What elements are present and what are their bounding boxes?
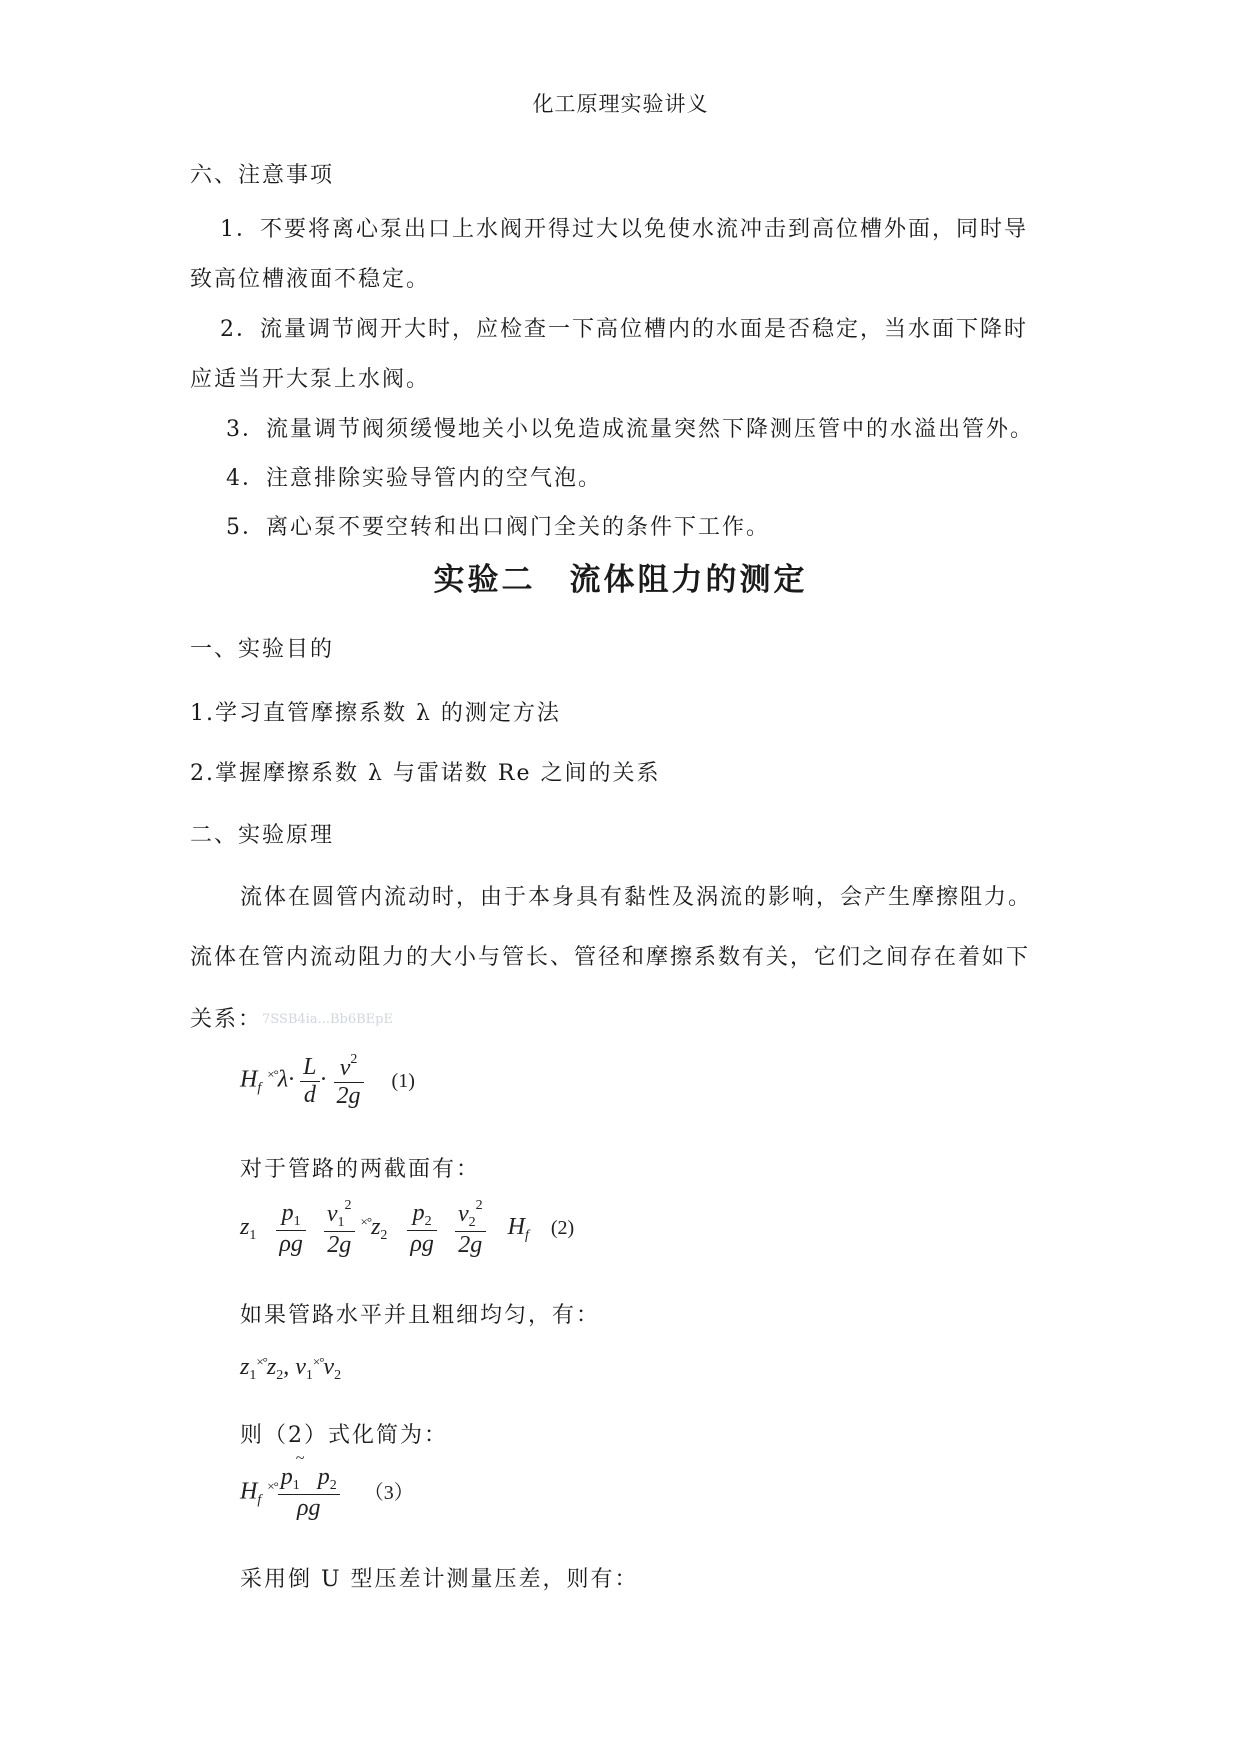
eq1-dot: · xyxy=(319,1066,328,1093)
eq3-p1-sub: 1 xyxy=(292,1478,300,1493)
eq1-fraction-l-d xyxy=(300,1054,319,1109)
principle-line-1: 流体在圆管内流动时，由于本身具有黏性及涡流的影响，会产生摩擦阻力。 xyxy=(240,885,1033,910)
eq3-relation-symbol: ×° xyxy=(267,1478,278,1494)
page-header: 化工原理实验讲义 xyxy=(532,92,709,116)
principle-title: 二、实验原理 xyxy=(190,823,335,848)
eq3-p2: p xyxy=(317,1464,330,1490)
eq2-z2: z xyxy=(371,1214,381,1241)
eq2-fraction-p2 xyxy=(407,1200,437,1258)
purpose-item-2: 2.掌握摩擦系数 λ 与雷诺数 Re 之间的关系 xyxy=(190,761,661,786)
eq2-hf: H xyxy=(507,1214,525,1241)
eq3-p2-sub: 2 xyxy=(329,1478,337,1493)
eq1-lhs-sub: f xyxy=(257,1080,262,1096)
eq2-z1: z xyxy=(240,1214,250,1241)
note-5: 5．离心泵不要空转和出口阀门全关的条件下工作。 xyxy=(226,515,770,540)
eq3-tilde: ~ xyxy=(295,1450,305,1467)
text-last: 采用倒 U 型压差计测量压差，则有： xyxy=(240,1567,639,1592)
experiment-title: 实验二 流体阻力的测定 xyxy=(433,562,808,598)
eq2-v1-sup: 2 xyxy=(344,1198,352,1213)
eq1-v: v xyxy=(339,1055,351,1081)
cond-v2: v xyxy=(323,1354,335,1380)
eq2-2g-b: 2g xyxy=(458,1232,483,1258)
eq3-rhog: ρg xyxy=(297,1495,321,1521)
eq3-fraction xyxy=(278,1450,340,1522)
eq3-lhs-sub: f xyxy=(257,1492,262,1508)
note-3: 3．流量调节阀须缓慢地关小以免造成流量突然下降测压管中的水溢出管外。 xyxy=(226,417,1034,442)
eq1-lambda: λ· xyxy=(277,1066,295,1093)
eq2-fraction-v1 xyxy=(324,1198,355,1259)
eq3-lhs: H xyxy=(240,1478,258,1505)
text-two-sections: 对于管路的两截面有： xyxy=(240,1157,481,1182)
principle-line-2: 流体在管内流动阻力的大小与管长、管径和摩擦系数有关，它们之间存在着如下 xyxy=(190,945,1031,970)
note-2-line-2: 应适当开大泵上水阀。 xyxy=(190,367,431,392)
eq2-p1: p xyxy=(281,1199,294,1226)
eq2-rhog2: ρg xyxy=(410,1230,434,1257)
eq2-rhog1: ρg xyxy=(279,1230,303,1257)
eq2-label: (2) xyxy=(550,1217,575,1240)
cond-z1: z xyxy=(240,1354,250,1380)
note-1-line-2: 致高位槽液面不稳定。 xyxy=(190,267,431,292)
eq1-l: L xyxy=(300,1054,319,1082)
eq2-v2-num xyxy=(455,1198,486,1232)
equation-1 xyxy=(240,1052,415,1110)
eq2-v2-sup: 2 xyxy=(475,1198,483,1213)
eq1-lhs: H xyxy=(240,1066,258,1093)
cond-symbol-1: ×° xyxy=(256,1354,267,1369)
eq2-p1-sub: 1 xyxy=(293,1213,301,1229)
equation-conditions xyxy=(240,1354,341,1384)
eq1-d: d xyxy=(303,1081,316,1108)
purpose-title: 一、实验目的 xyxy=(190,637,335,662)
cond-comma: , xyxy=(283,1354,290,1380)
text-horizontal: 如果管路水平并且粗细均匀，有： xyxy=(240,1303,601,1328)
cond-v1-sub: 1 xyxy=(305,1368,313,1383)
cond-v1: v xyxy=(295,1354,306,1380)
eq2-z1-sub: 1 xyxy=(249,1228,257,1244)
faint-watermark-text: 7SSB4ia...Bb6BEpE xyxy=(262,1012,393,1027)
cond-z1-sub: 1 xyxy=(249,1368,257,1383)
equation-3 xyxy=(240,1450,414,1522)
eq2-p2-num xyxy=(407,1200,437,1231)
purpose-item-1: 1.学习直管摩擦系数 λ 的测定方法 xyxy=(190,701,561,726)
eq1-relation-symbol: ×° xyxy=(267,1066,278,1082)
note-4: 4．注意排除实验导管内的空气泡。 xyxy=(226,466,602,491)
section-notes-title: 六、注意事项 xyxy=(190,163,335,188)
cond-z2-sub: 2 xyxy=(276,1368,284,1383)
eq2-p2-sub: 2 xyxy=(424,1213,432,1229)
eq2-v2: v xyxy=(457,1201,469,1227)
eq2-2g-a: 2g xyxy=(327,1232,352,1258)
eq1-v-sup: 2 xyxy=(350,1052,358,1067)
eq2-hf-sub: f xyxy=(524,1228,529,1244)
eq1-2g: 2g xyxy=(336,1083,361,1109)
cond-z2: z xyxy=(266,1354,277,1380)
principle-line-3: 关系： xyxy=(190,1007,263,1032)
note-2-line-1: 2．流量调节阀开大时，应检查一下高位槽内的水面是否稳定，当水面下降时 xyxy=(220,317,1028,342)
eq2-p1-num xyxy=(276,1200,306,1231)
cond-symbol-2: ×° xyxy=(312,1354,324,1369)
eq3-label: （3） xyxy=(363,1481,414,1504)
equation-2 xyxy=(240,1198,574,1259)
note-1-line-1: 1．不要将离心泵出口上水阀开得过大以免使水流冲击到高位槽外面，同时导 xyxy=(220,217,1028,242)
eq1-v2 xyxy=(334,1052,364,1083)
eq2-v1-num xyxy=(324,1198,355,1232)
text-simplify: 则（2）式化简为： xyxy=(240,1423,448,1448)
cond-v2-sub: 2 xyxy=(334,1368,342,1383)
eq1-label: (1) xyxy=(391,1069,415,1092)
eq2-v2-sub: 2 xyxy=(468,1215,476,1230)
eq2-relation-symbol: ×° xyxy=(360,1214,372,1230)
eq2-z2-sub: 2 xyxy=(380,1228,388,1244)
eq1-fraction-v2-2g xyxy=(334,1052,364,1110)
eq2-fraction-v2 xyxy=(455,1198,486,1259)
eq2-fraction-p1 xyxy=(276,1200,306,1258)
eq2-v1-sub: 1 xyxy=(337,1215,345,1230)
eq3-numerator xyxy=(278,1450,340,1495)
eq2-p2: p xyxy=(412,1199,425,1226)
eq2-v1: v xyxy=(326,1201,338,1227)
eq3-p1: p xyxy=(280,1464,293,1490)
